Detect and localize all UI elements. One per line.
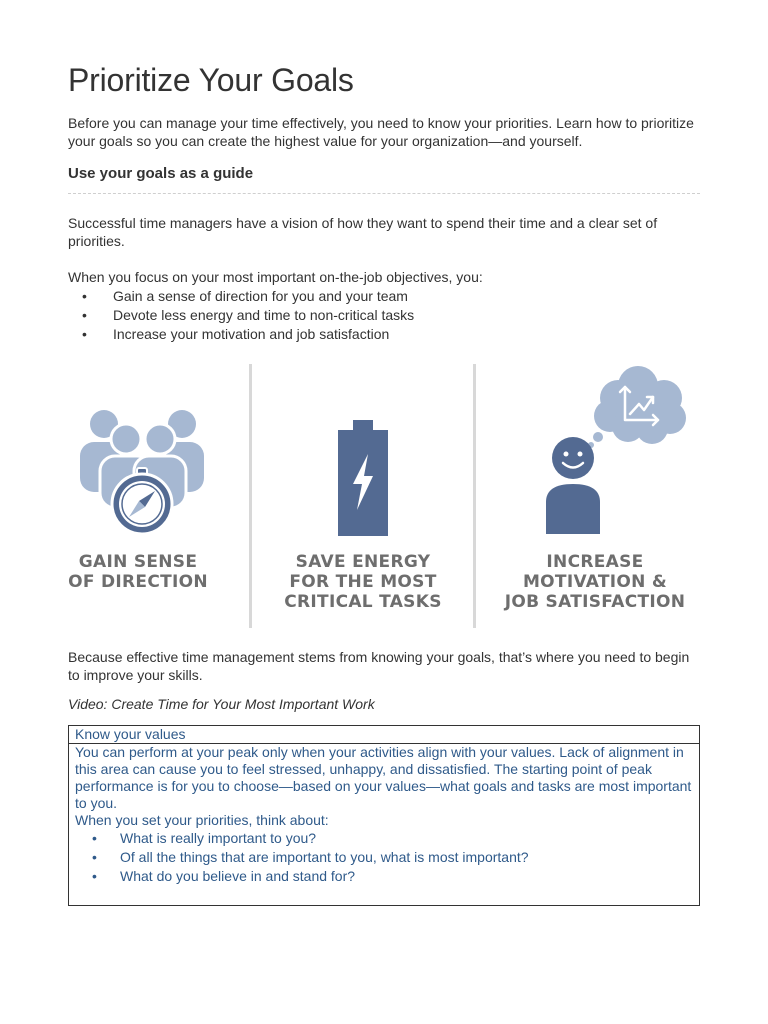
paragraph-focus: When you focus on your most important on-the-job objectives, you: xyxy=(68,269,483,285)
values-paragraph: You can perform at your peak only when your activities align with your values. Lack of alignment in this area can cause you to feel stressed, unhappy, and dissatisfied. The starting point of peak performance is for you to choose—based on your values—what goals and tasks are most important to you. xyxy=(75,744,692,811)
benefits-infographic xyxy=(68,362,700,630)
paragraph-goals: Because effective time management stems from knowing your goals, that’s where you need to begin to improve your skills. xyxy=(68,649,690,683)
team-compass-icon xyxy=(78,406,208,536)
battery-icon xyxy=(333,418,393,538)
values-questions-list xyxy=(75,829,693,886)
list-item: • Increase your motivation and job satisfaction xyxy=(68,325,414,344)
values-lead: When you set your priorities, think about: xyxy=(75,812,329,828)
intro-paragraph: Before you can manage your time effectively, you need to know your priorities. Learn how to prioritize your goals so you can create the highest value for your organization—and yourself. xyxy=(68,115,694,149)
list-item: • Devote less energy and time to non-critical tasks xyxy=(68,306,414,325)
panel-label-direction: GAIN SENSE OF DIRECTION xyxy=(68,552,208,592)
smiling-person-growth-icon xyxy=(536,362,696,542)
list-item: • What do you believe in and stand for? xyxy=(75,867,693,886)
panel-label-motivation: INCREASE MOTIVATION & JOB SATISFACTION xyxy=(504,552,686,612)
panel-divider xyxy=(473,364,476,628)
values-box xyxy=(68,725,700,906)
list-item: • Of all the things that are important to you, what is most important? xyxy=(75,848,693,867)
paragraph-vision: Successful time managers have a vision of how they want to spend their time and a clear set of priorities. xyxy=(68,215,658,249)
benefits-list xyxy=(68,287,414,344)
list-item: • What is really important to you? xyxy=(75,829,693,848)
section-heading: Use your goals as a guide xyxy=(68,165,254,182)
page-title: Prioritize Your Goals xyxy=(68,62,354,98)
dashed-divider xyxy=(68,193,700,194)
panel-divider xyxy=(249,364,252,628)
list-item: • Gain a sense of direction for you and your team xyxy=(68,287,414,306)
panel-label-energy: SAVE ENERGY FOR THE MOST CRITICAL TASKS xyxy=(284,552,442,612)
values-box-body xyxy=(69,744,699,886)
video-title: Video: Create Time for Your Most Important Work xyxy=(68,696,375,712)
values-box-heading: Know your values xyxy=(69,726,699,744)
